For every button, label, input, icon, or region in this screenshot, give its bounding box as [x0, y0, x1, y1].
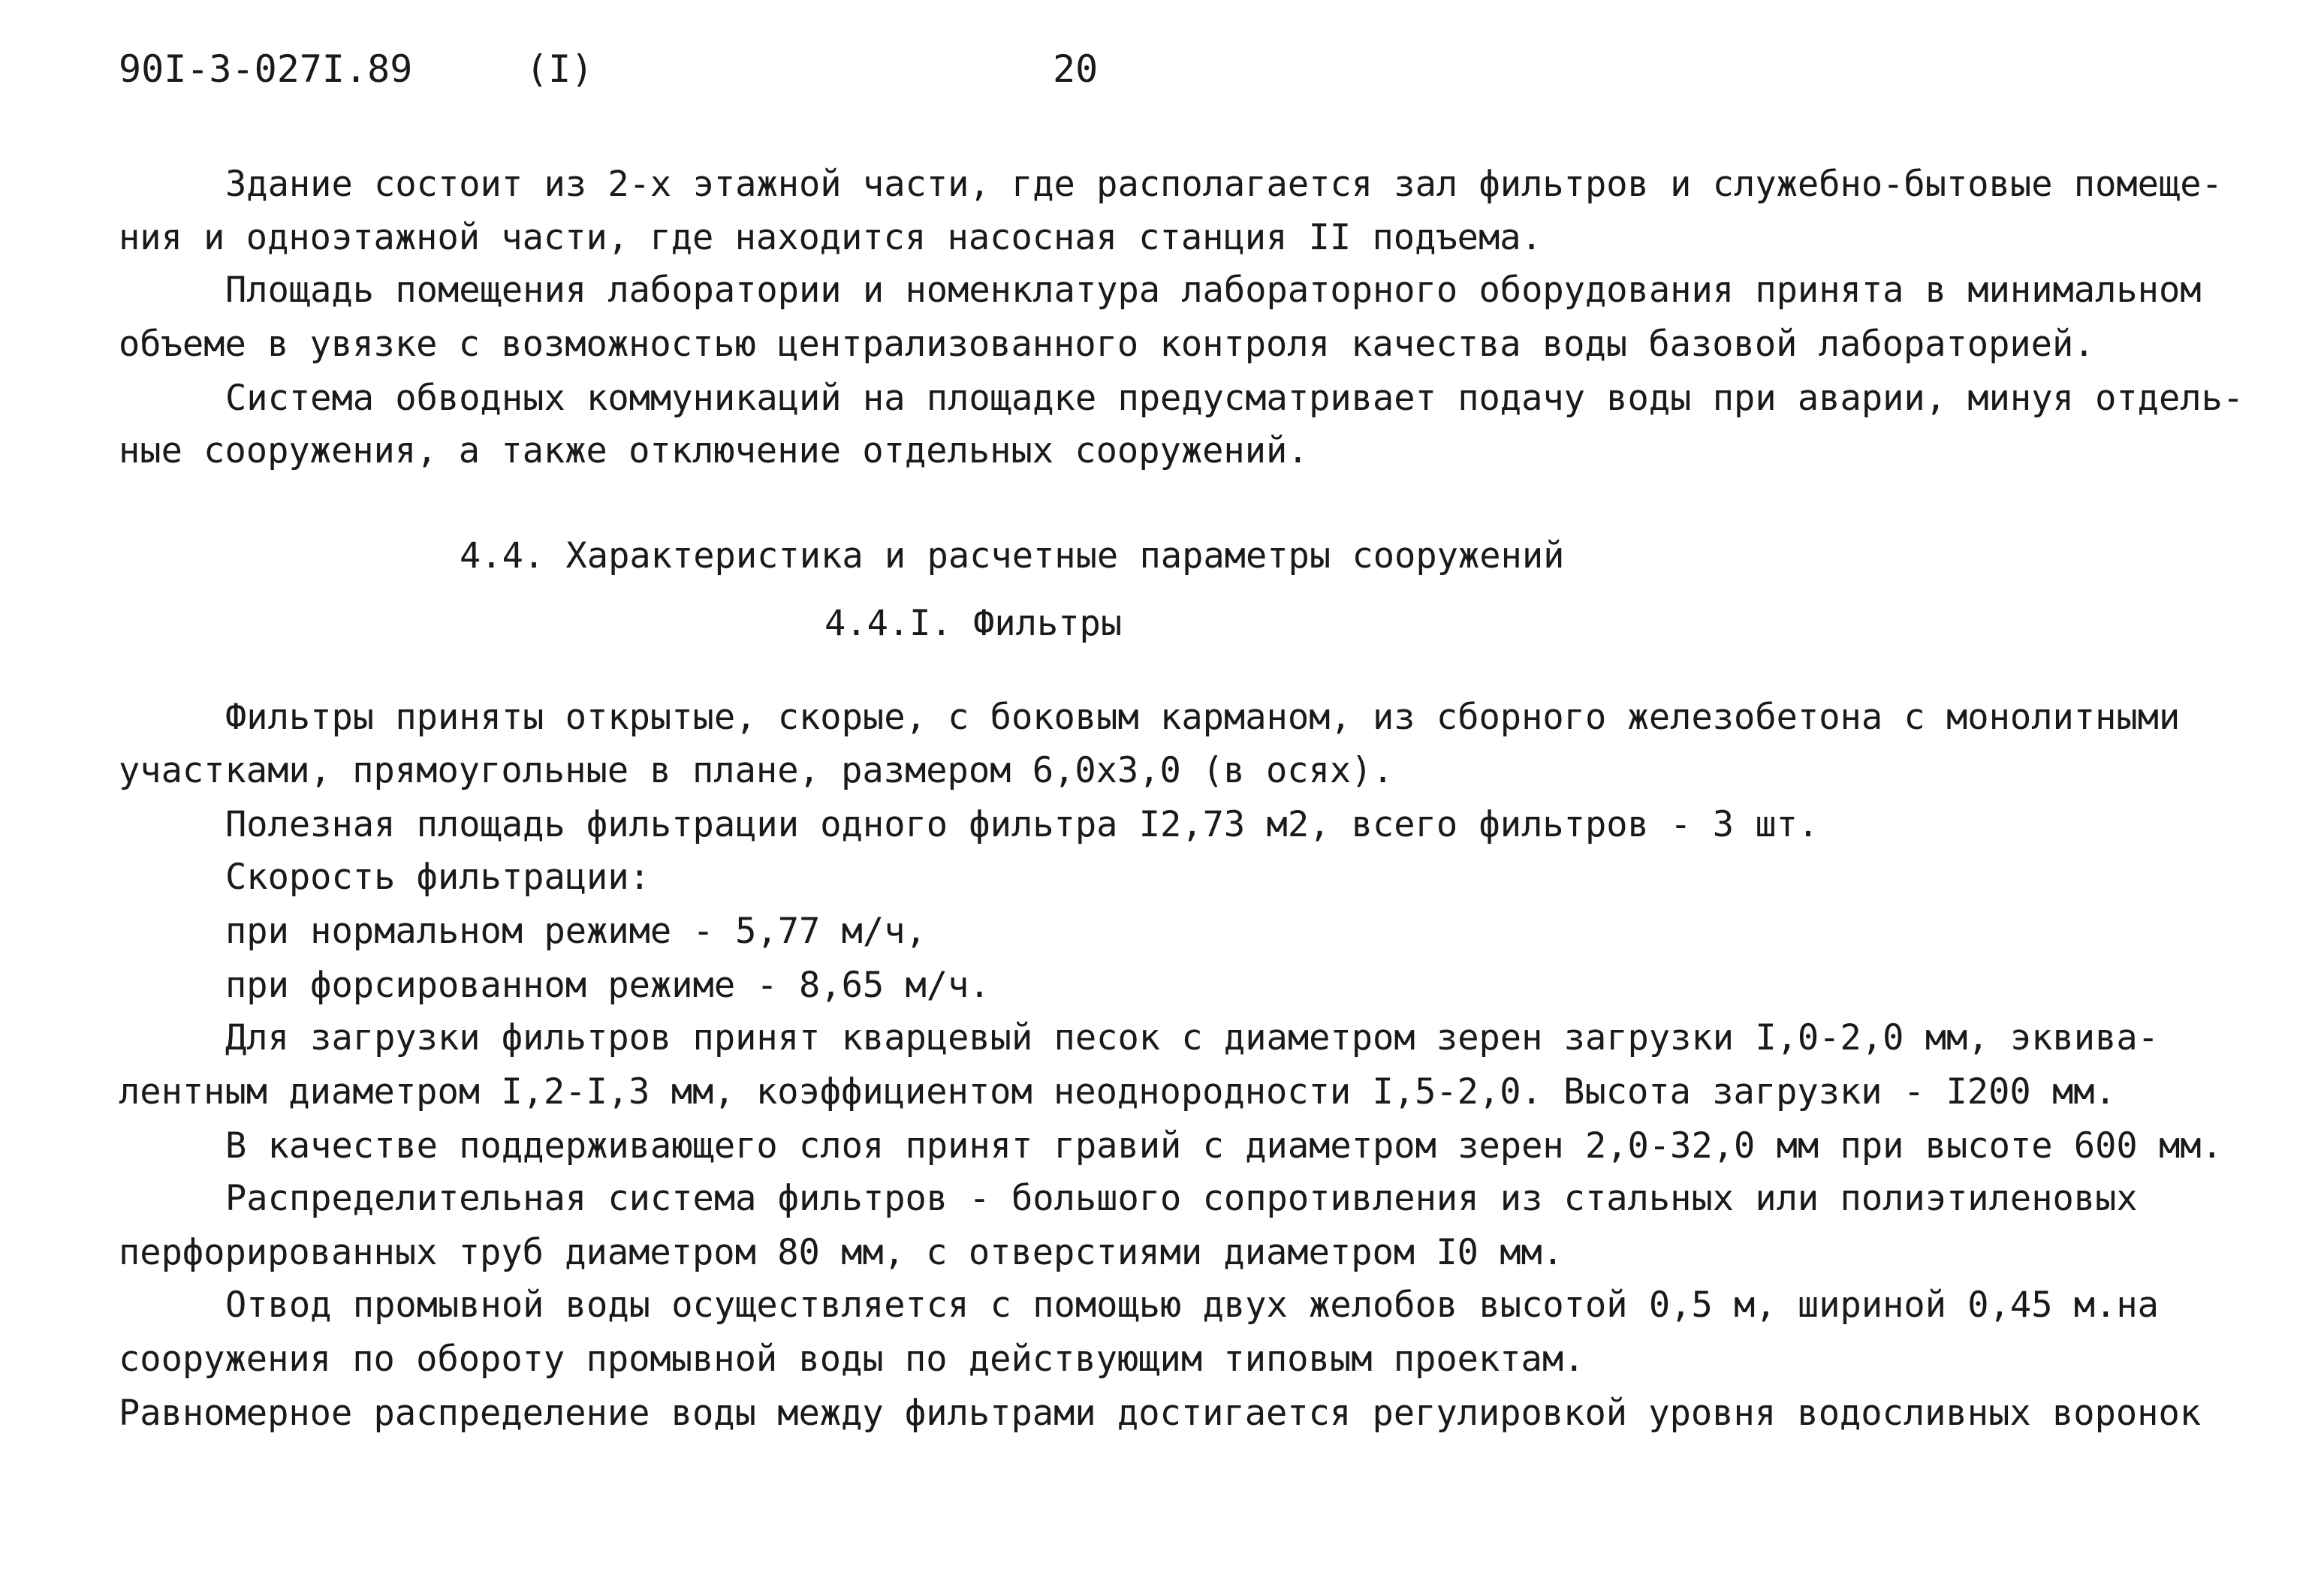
paragraph-line: Скорость фильтрации:: [225, 857, 650, 898]
paragraph-line: Распределительная система фильтров - большого сопротивления из стальных или полиэтиленовых: [225, 1178, 2138, 1219]
paragraph-line: Здание состоит из 2-х этажной части, где располагается зал фильтров и служебно-бытовые помеще-: [225, 164, 2223, 205]
paragraph-line: Фильтры приняты открытые, скорые, с боковым карманом, из сборного железобетона с монолитными: [225, 697, 2181, 738]
paragraph-line: Для загрузки фильтров принят кварцевый песок с диаметром зерен загрузки I,0-2,0 мм, эквива-: [225, 1017, 2159, 1058]
paragraph-line: Отвод промывной воды осуществляется с помощью двух желобов высотой 0,5 м, шириной 0,45 м.на: [225, 1284, 2159, 1326]
paragraph-line: при форсированном режиме - 8,65 м/ч.: [225, 965, 990, 1006]
paragraph-line: объеме в увязке с возможностью централизованного контроля качества воды базовой лабораторией.: [119, 324, 2095, 365]
paragraph-line: Полезная площадь фильтрации одного фильтра I2,73 м2, всего фильтров - 3 шт.: [225, 804, 1819, 845]
section-heading: 4.4. Характеристика и расчетные параметры сооружений: [460, 535, 1565, 577]
document-code: 90I-3-027I.89: [119, 47, 413, 91]
paragraph-line: Равномерное распределение воды между фильтрами достигается регулировкой уровня водосливных воронок: [119, 1393, 2202, 1434]
paragraph-line: лентным диаметром I,2-I,3 мм, коэффициентом неоднородности I,5-2,0. Высота загрузки - I200 мм.: [119, 1071, 2116, 1113]
document-part: (I): [526, 47, 594, 91]
paragraph-line: при нормальном режиме - 5,77 м/ч,: [225, 911, 927, 952]
paragraph-line: Система обводных коммуникаций на площадке предусматривает подачу воды при аварии, минуя отдель-: [225, 378, 2244, 419]
paragraph-line: В качестве поддерживающего слоя принят гравий с диаметром зерен 2,0-32,0 мм при высоте 600 мм.: [225, 1125, 2223, 1167]
paragraph-line: ные сооружения, а также отключение отдельных сооружений.: [119, 430, 1309, 471]
page-number: 20: [1053, 47, 1099, 91]
paragraph-line: сооружения по обороту промывной воды по действующим типовым проектам.: [119, 1339, 1585, 1380]
paragraph-line: ния и одноэтажной части, где находится насосная станция II подъема.: [119, 217, 1542, 258]
paragraph-line: участками, прямоугольные в плане, размером 6,0х3,0 (в осях).: [119, 750, 1394, 791]
paragraph-line: Площадь помещения лаборатории и номенклатура лабораторного оборудования принята в минимальном: [225, 270, 2202, 311]
paragraph-line: перфорированных труб диаметром 80 мм, с отверстиями диаметром I0 мм.: [119, 1232, 1564, 1273]
subsection-heading: 4.4.I. Фильтры: [824, 603, 1123, 644]
